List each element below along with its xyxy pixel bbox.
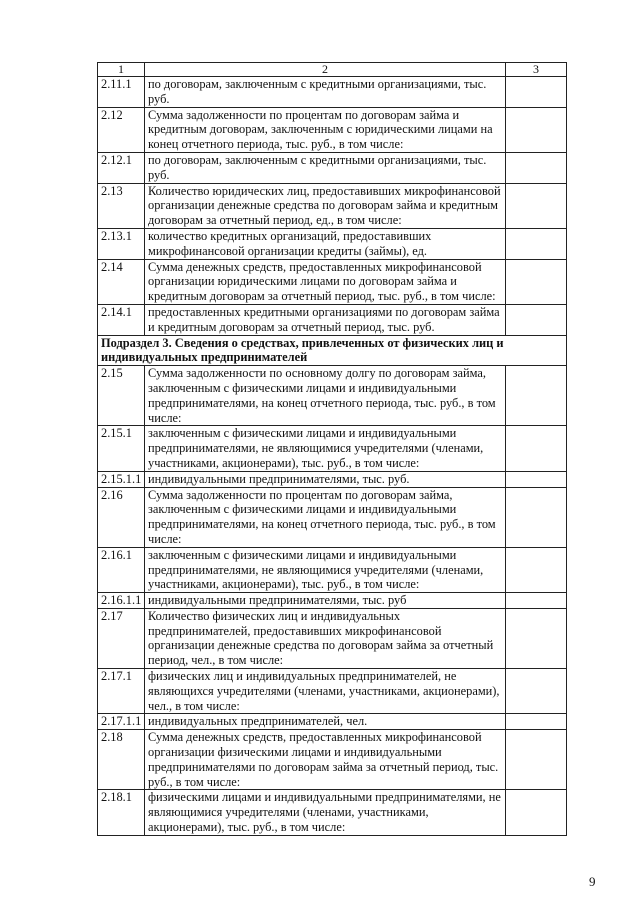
row-value-cell[interactable] [506, 669, 567, 714]
row-value-cell[interactable] [506, 593, 567, 609]
table-row [98, 790, 567, 835]
row-value-cell[interactable] [506, 107, 567, 152]
row-description: Сумма денежных средств, предоставленных микрофинансовой организации физическими лицами и индивидуальными предпринимателями по договорам займа за отчетный период, тыс. руб., в том числе: [145, 730, 506, 790]
row-number: 2.16.1 [98, 547, 145, 592]
column-header-2: 2 [145, 63, 506, 77]
row-value-cell[interactable] [506, 730, 567, 790]
row-value-cell[interactable] [506, 547, 567, 592]
row-description: Сумма задолженности по процентам по договорам займа и кредитным договорам, заключенным с юридическими лицами на конец отчетного периода, тыс. руб., в том числе: [145, 107, 506, 152]
row-value-cell[interactable] [506, 487, 567, 547]
row-number: 2.15.1 [98, 426, 145, 471]
row-description: Сумма задолженности по процентам по договорам займа, заключенным с физическими лицами и индивидуальными предпринимателями, на конец отчетного периода, тыс. руб., в том числе: [145, 487, 506, 547]
row-value-cell[interactable] [506, 426, 567, 471]
row-number: 2.17.1.1 [98, 714, 145, 730]
table-row [98, 471, 567, 487]
row-number: 2.13 [98, 183, 145, 228]
row-description: физическими лицами и индивидуальными предпринимателями, не являющимися учредителями (членами, участниками, акционерами), тыс. руб., в том числе: [145, 790, 506, 835]
row-value-cell[interactable] [506, 228, 567, 259]
row-number: 2.15 [98, 366, 145, 426]
row-number: 2.14 [98, 259, 145, 304]
row-value-cell[interactable] [506, 304, 567, 335]
row-description: предоставленных кредитными организациями по договорам займа и кредитным договорам за отчетный период, тыс. руб. [145, 304, 506, 335]
subsection-title: Подраздел 3. Сведения о средствах, привлеченных от физических лиц и индивидуальных предпринимателей [98, 335, 567, 366]
row-description: Сумма задолженности по основному долгу по договорам займа, заключенным с физическими лицами и индивидуальными предпринимателями, на конец отчетного периода, тыс. руб., в том числе: [145, 366, 506, 426]
row-value-cell[interactable] [506, 366, 567, 426]
row-number: 2.17 [98, 608, 145, 668]
table-row [98, 669, 567, 714]
report-table [97, 62, 567, 836]
row-number: 2.18 [98, 730, 145, 790]
column-header-3: 3 [506, 63, 567, 77]
row-number: 2.16.1.1 [98, 593, 145, 609]
table-row [98, 77, 567, 108]
row-value-cell[interactable] [506, 183, 567, 228]
row-description: по договорам, заключенным с кредитными организациями, тыс. руб. [145, 77, 506, 108]
table-row [98, 593, 567, 609]
row-number: 2.16 [98, 487, 145, 547]
row-description: по договорам, заключенным с кредитными организациями, тыс. руб. [145, 152, 506, 183]
row-description: заключенным с физическими лицами и индивидуальными предпринимателями, не являющимися учредителями (членами, участниками, акционерами), тыс. руб., в том числе: [145, 547, 506, 592]
table-row [98, 228, 567, 259]
table-row [98, 152, 567, 183]
page-number: 9 [589, 874, 596, 889]
column-header-row [98, 63, 567, 77]
table-row [98, 366, 567, 426]
row-number: 2.12.1 [98, 152, 145, 183]
row-description: заключенным с физическими лицами и индивидуальными предпринимателями, не являющимися учредителями (членами, участниками, акционерами), тыс. руб., в том числе: [145, 426, 506, 471]
table-row [98, 608, 567, 668]
row-value-cell[interactable] [506, 714, 567, 730]
row-description: индивидуальными предпринимателями, тыс. руб [145, 593, 506, 609]
subsection-row [98, 335, 567, 366]
table-row [98, 547, 567, 592]
row-value-cell[interactable] [506, 259, 567, 304]
table-row [98, 304, 567, 335]
row-value-cell[interactable] [506, 77, 567, 108]
row-description: количество кредитных организаций, предоставивших микрофинансовой организации кредиты (займы), ед. [145, 228, 506, 259]
column-header-1: 1 [98, 63, 145, 77]
row-number: 2.15.1.1 [98, 471, 145, 487]
row-description: Количество физических лиц и индивидуальных предпринимателей, предоставивших микрофинансовой организации денежные средства по договорам займа за отчетный период, чел., в том числе: [145, 608, 506, 668]
row-description: индивидуальных предпринимателей, чел. [145, 714, 506, 730]
row-number: 2.11.1 [98, 77, 145, 108]
table-row [98, 487, 567, 547]
table-row [98, 183, 567, 228]
row-description: Количество юридических лиц, предоставивших микрофинансовой организации денежные средства по договорам займа и кредитным договорам за отчетный период, ед., в том числе: [145, 183, 506, 228]
row-number: 2.18.1 [98, 790, 145, 835]
row-value-cell[interactable] [506, 152, 567, 183]
row-number: 2.14.1 [98, 304, 145, 335]
table-row [98, 107, 567, 152]
table-row [98, 426, 567, 471]
row-number: 2.13.1 [98, 228, 145, 259]
row-value-cell[interactable] [506, 608, 567, 668]
row-description: физических лиц и индивидуальных предпринимателей, не являющихся учредителями (членами, участниками, акционерами), чел., в том числе: [145, 669, 506, 714]
row-description: индивидуальными предпринимателями, тыс. руб. [145, 471, 506, 487]
form-page [97, 62, 566, 836]
row-description: Сумма денежных средств, предоставленных микрофинансовой организации юридическими лицами по договорам займа и кредитным договорам за отчетный период, тыс. руб., в том числе: [145, 259, 506, 304]
row-value-cell[interactable] [506, 790, 567, 835]
table-row [98, 714, 567, 730]
row-number: 2.17.1 [98, 669, 145, 714]
table-row [98, 259, 567, 304]
row-value-cell[interactable] [506, 471, 567, 487]
table-row [98, 730, 567, 790]
row-number: 2.12 [98, 107, 145, 152]
